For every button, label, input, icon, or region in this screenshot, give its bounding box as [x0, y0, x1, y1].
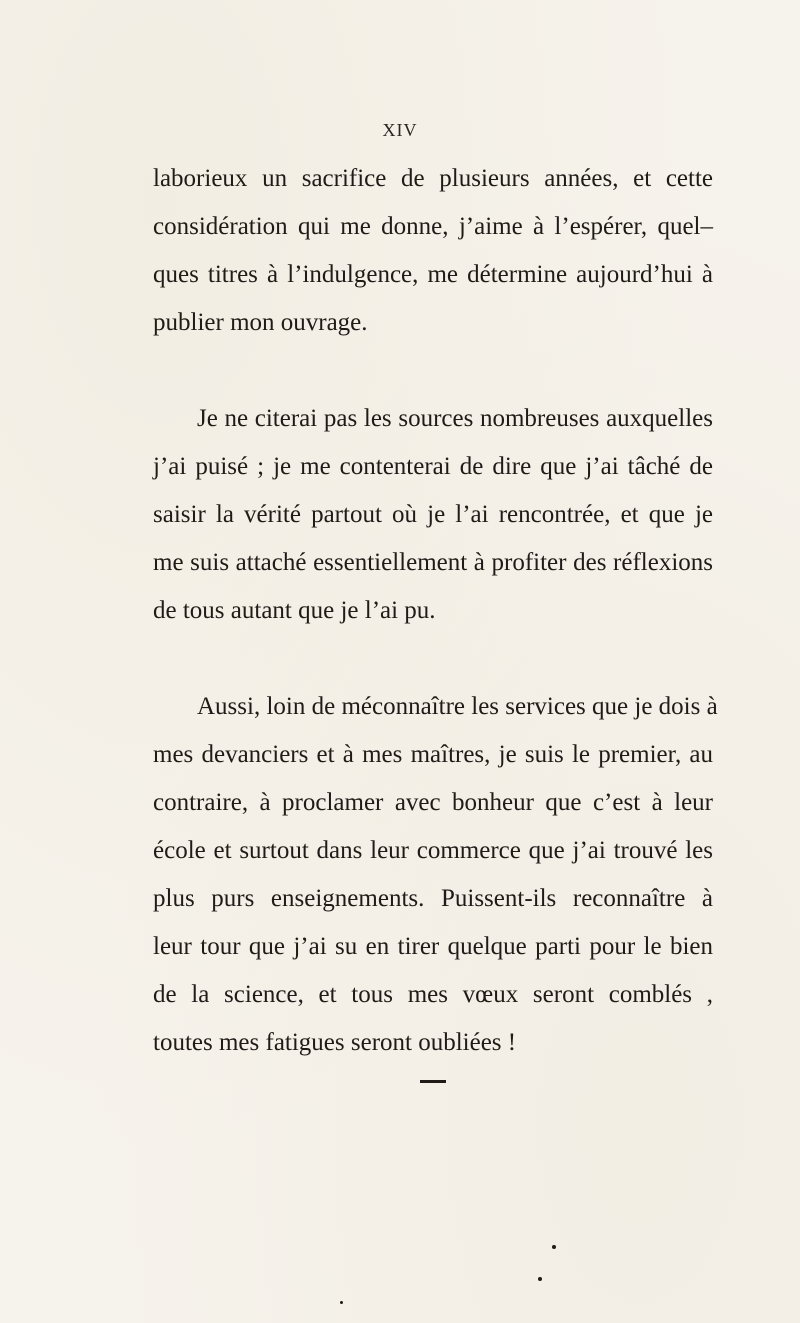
text-line: contraire, à proclamer avec bonheur que c’est à leur: [153, 789, 713, 816]
text-line: saisir la vérité partout où je l’ai rencontrée, et que je: [153, 501, 713, 528]
text-line: considération qui me donne, j’aime à l’espérer, quel–: [153, 213, 713, 240]
text-line: laborieux un sacrifice de plusieurs années, et cette: [153, 165, 713, 192]
page-number: XIV: [382, 120, 418, 140]
text-line: Aussi, loin de méconnaître les services que je dois à: [197, 693, 718, 720]
body-text: [153, 155, 718, 1115]
text-line: toutes mes fatigues seront oubliées !: [153, 1029, 517, 1056]
paragraph-2: [153, 395, 713, 635]
text-line: de la science, et tous mes vœux seront comblés ,: [153, 981, 713, 1008]
text-line: école et surtout dans leur commerce que j’ai trouvé les: [153, 837, 713, 864]
text-line: Je ne citerai pas les sources nombreuses auxquelles: [197, 405, 713, 432]
ink-speck: [340, 1301, 343, 1304]
ink-speck: [552, 1245, 556, 1249]
text-line: j’ai puisé ; je me contenterai de dire que j’ai tâché de: [153, 453, 713, 480]
text-line: publier mon ouvrage.: [153, 309, 368, 336]
ink-speck: [538, 1277, 542, 1281]
text-line: leur tour que j’ai su en tirer quelque parti pour le bien: [153, 933, 713, 960]
paragraph-3: [153, 683, 718, 1067]
text-line: ques titres à l’indulgence, me détermine aujourd’hui à: [153, 261, 713, 288]
text-line: de tous autant que je l’ai pu.: [153, 597, 436, 624]
text-line: me suis attaché essentiellement à profiter des réflexions: [153, 549, 713, 576]
ink-mark: [420, 1080, 446, 1083]
text-line: mes devanciers et à mes maîtres, je suis le premier, au: [153, 741, 713, 768]
text-line: plus purs enseignements. Puissent-ils reconnaître à: [153, 885, 713, 912]
paragraph-1: [153, 155, 713, 347]
